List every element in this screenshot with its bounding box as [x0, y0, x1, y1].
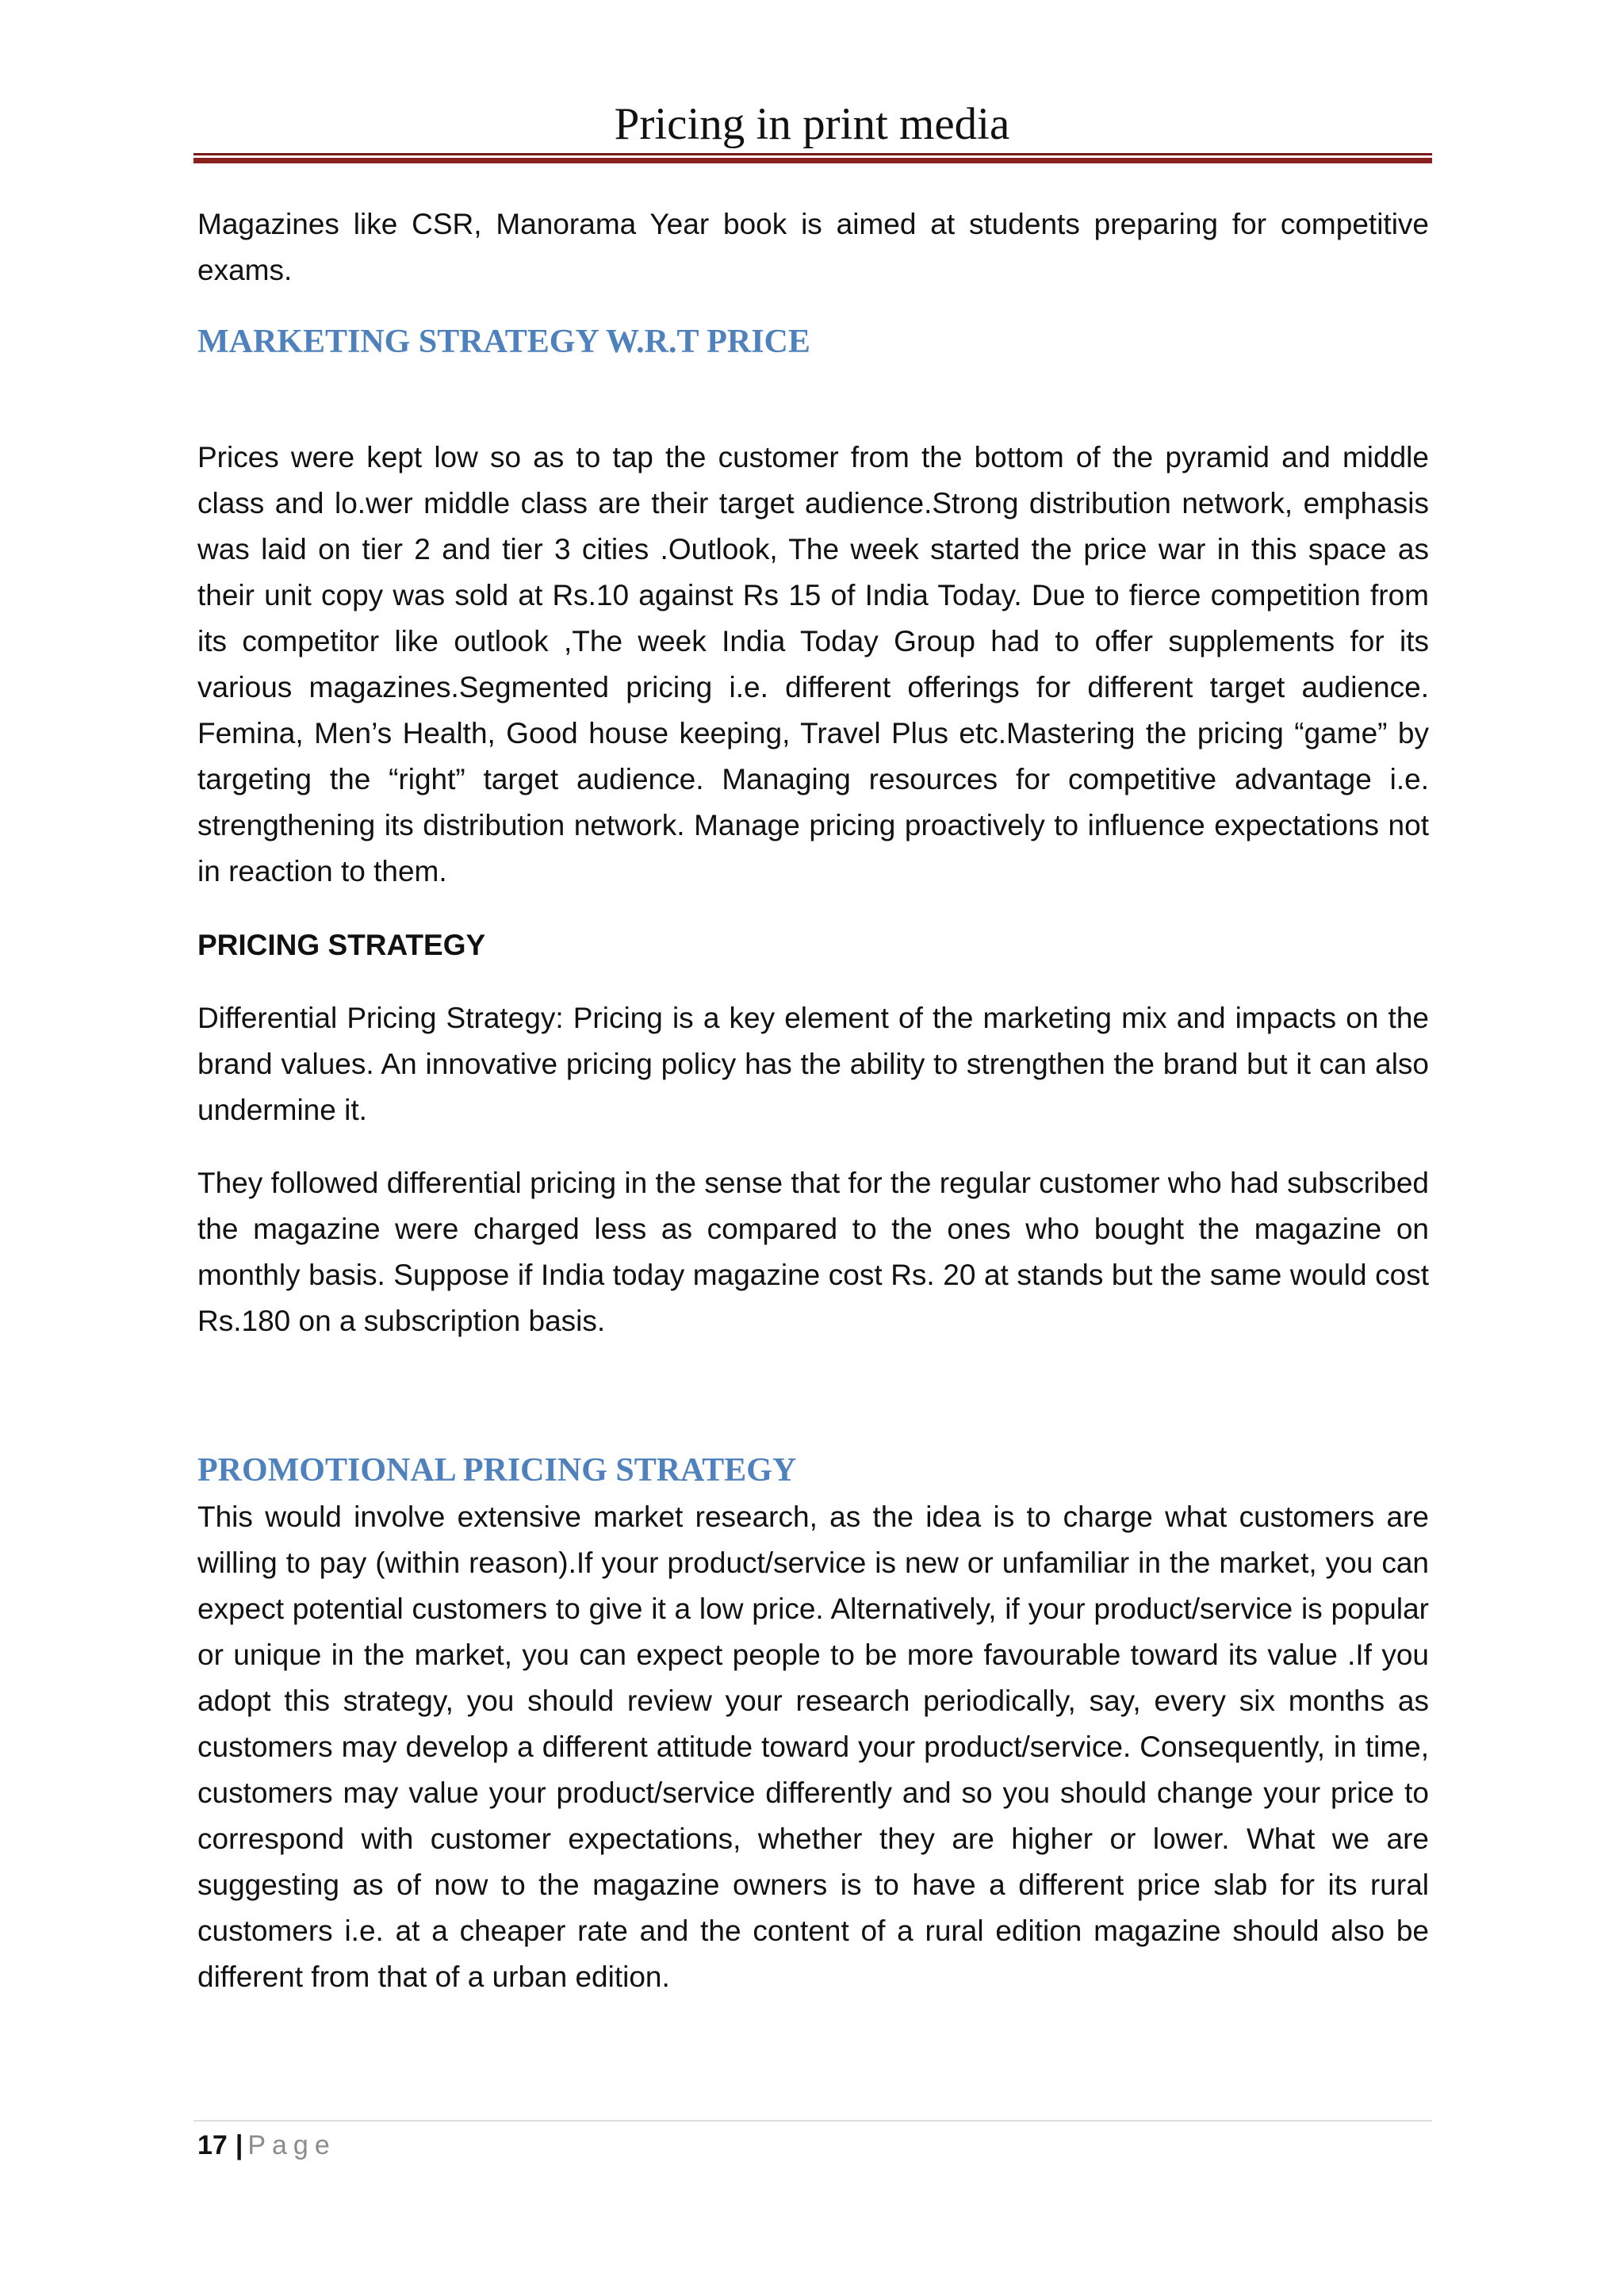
promotional-pricing-heading: PROMOTIONAL PRICING STRATEGY — [197, 1452, 797, 1489]
header-divider — [193, 153, 1432, 163]
subscription-pricing-paragraph: They followed differential pricing in the sense that for the regular customer who had subscribed the magazine were charged less as compared to the ones who bought the magazine on monthly basis. Suppose if India today magazine cost Rs. 20 at stands but the same would cost Rs.180 on a subscription basis. — [197, 1167, 1429, 1337]
header-divider-thick-line — [193, 158, 1432, 163]
pricing-strategy-heading: PRICING STRATEGY — [197, 929, 486, 961]
intro-paragraph: Magazines like CSR, Manorama Year book is aimed at students preparing for competitive exams. — [197, 208, 1429, 286]
promotional-pricing-paragraph: This would involve extensive market research, as the idea is to charge what customers are willing to pay (within reason).If your product/service is new or unfamiliar in the market, you can expect potential customers to give it a low price. Alternatively, if your product/service is popular or unique in the market, you can expect people to be more favourable toward its value .If you adopt this strategy, you should review your research periodically, say, every six months as customers may develop a different attitude toward your product/service. Consequently, in time, customers may value your product/service differently and so you should change your price to correspond with customer expectations, whether they are higher or lower. What we are suggesting as of now to the magazine owners is to have a different price slab for its rural customers i.e. at a cheaper rate and the content of a rural edition magazine should also be different from that of a urban edition. — [197, 1501, 1429, 1993]
page-header-title: Pricing in print media — [614, 99, 1010, 149]
marketing-strategy-paragraph: Prices were kept low so as to tap the customer from the bottom of the pyramid and middle class and lo.wer middle class are their target audience.Strong distribution network, emphasis was laid on tier 2 and tier 3 cities .Outlook, The week started the price war in this space as their unit copy was sold at Rs.10 against Rs 15 of India Today. Due to fierce competition from its competitor like outlook ,The week India Today Group had to offer supplements for its various magazines.Segmented pricing i.e. different offerings for different target audience. Femina, Men’s Health, Good house keeping, Travel Plus etc.Mastering the pricing “game” by targeting the “right” target audience. Managing resources for competitive advantage i.e. strengthening its distribution network. Manage pricing proactively to influence expectations not in reaction to them. — [197, 441, 1429, 887]
page-separator: | — [235, 2130, 243, 2160]
page-label: Page — [247, 2130, 336, 2160]
marketing-strategy-heading: MARKETING STRATEGY W.R.T PRICE — [197, 324, 810, 360]
header-divider-thin-line — [193, 153, 1432, 155]
differential-pricing-paragraph: Differential Pricing Strategy: Pricing is a key element of the marketing mix and impacts on the brand values. An innovative pricing policy has the ability to strengthen the brand but it can also undermine it. — [197, 1002, 1429, 1126]
page-number: 17 — [197, 2130, 228, 2160]
footer-divider — [193, 2120, 1432, 2122]
page-footer — [197, 2125, 336, 2165]
